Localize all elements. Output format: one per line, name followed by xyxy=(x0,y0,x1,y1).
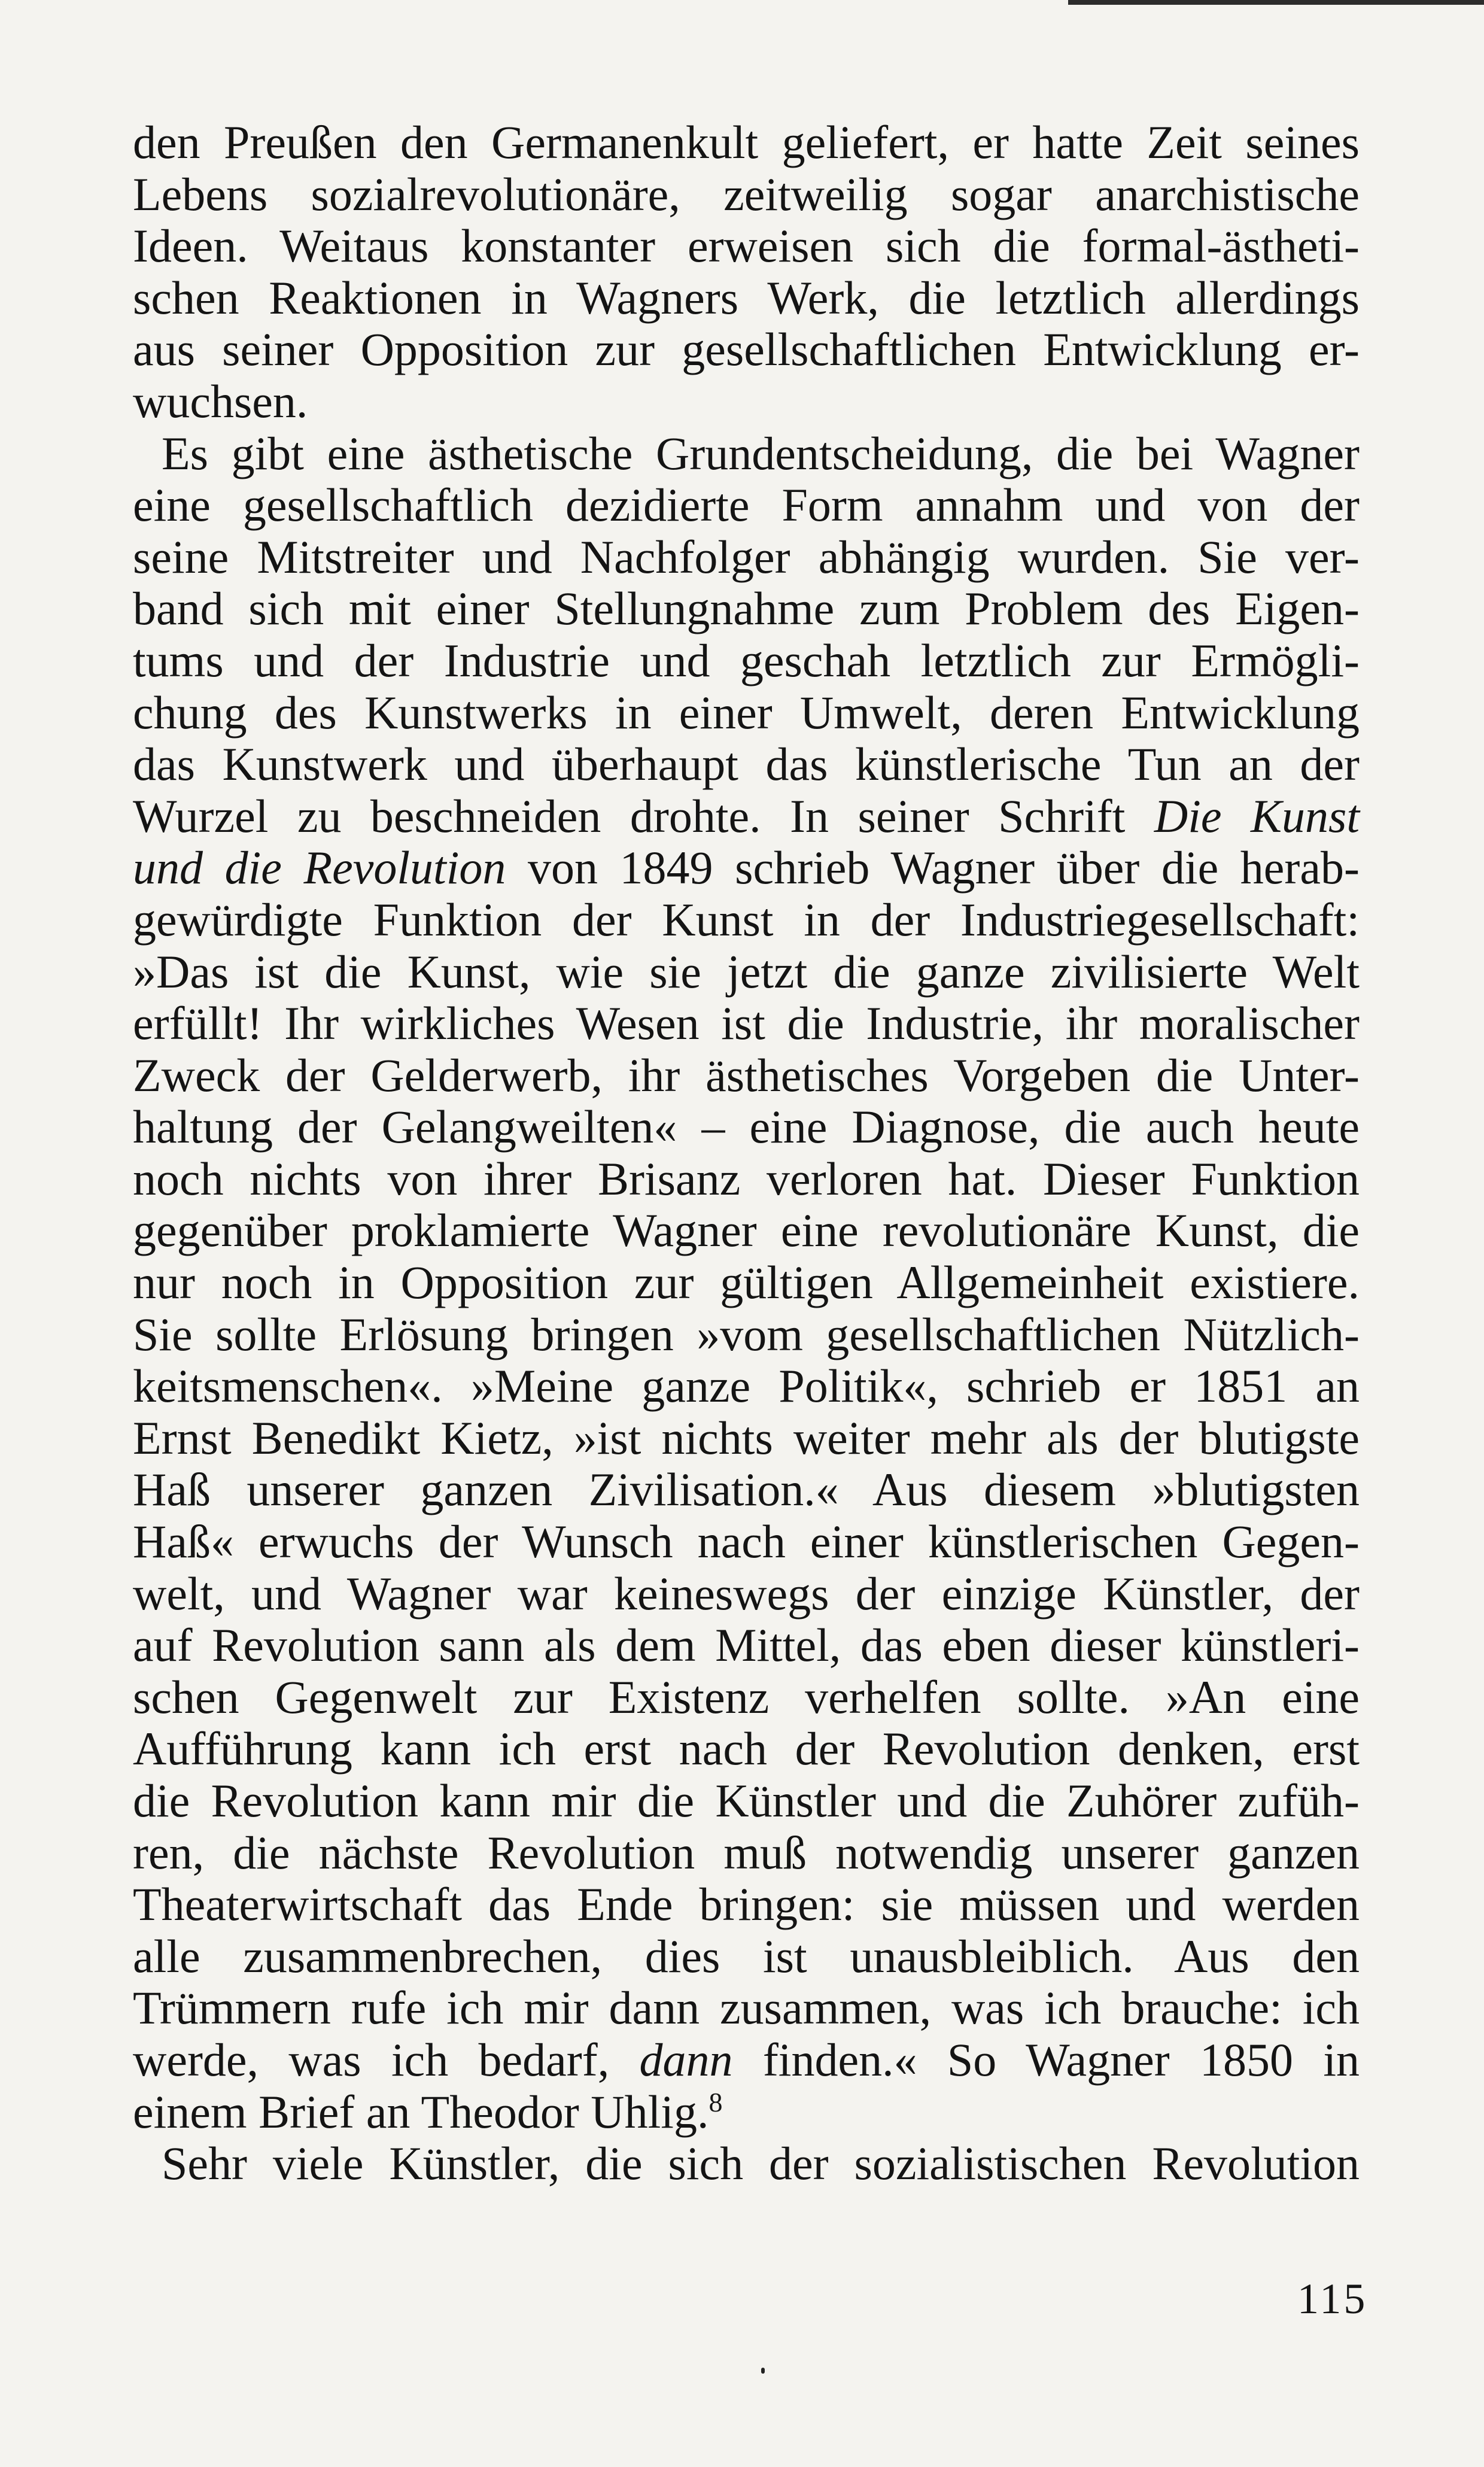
text-line xyxy=(133,2034,1360,2086)
page-number: 115 xyxy=(1297,2275,1368,2323)
text-line: auf Revolution sann als dem Mittel, das eben dieser künstleri- xyxy=(133,1619,1360,1672)
text-line: tums und der Industrie und geschah letztlich zur Ermögli- xyxy=(133,634,1360,686)
text-line: Lebens sozialrevolutionäre, zeitweilig sogar anarchistische xyxy=(133,168,1360,220)
text-line: band sich mit einer Stellungnahme zum Problem des Eigen- xyxy=(133,582,1360,635)
text-run: von 1849 schrieb Wagner über die herab- xyxy=(506,841,1360,894)
text-line: keitsmenschen«. »Meine ganze Politik«, schrieb er 1851 an xyxy=(133,1360,1360,1412)
text-line: Haß« erwuchs der Wunsch nach einer künstlerischen Gegen- xyxy=(133,1515,1360,1568)
book-title-italic: und die Revolution xyxy=(133,841,506,894)
text-line: gegenüber proklamierte Wagner eine revolutionäre Kunst, die xyxy=(133,1204,1360,1257)
text-line: Ideen. Weitaus konstanter erweisen sich die formal-ästheti- xyxy=(133,220,1360,272)
paragraph-start-line: Sehr viele Künstler, die sich der sozialistischen Revolution xyxy=(162,2137,1360,2190)
text-line: Theaterwirtschaft das Ende bringen: sie müssen und werden xyxy=(133,1878,1360,1931)
text-line: den Preußen den Germanenkult geliefert, er hatte Zeit seines xyxy=(133,116,1360,168)
text-line: gewürdigte Funktion der Kunst in der Industriegesellschaft: xyxy=(133,893,1360,946)
text-line: Aufführung kann ich erst nach der Revolution denken, erst xyxy=(133,1722,1360,1775)
text-line: schen Gegenwelt zur Existenz verhelfen sollte. »An eine xyxy=(133,1670,1360,1723)
text-line: alle zusammenbrechen, dies ist unausbleiblich. Aus den xyxy=(133,1930,1360,1982)
text-line: aus seiner Opposition zur gesellschaftlichen Entwicklung er- xyxy=(133,323,1360,376)
text-line: chung des Kunstwerks in einer Umwelt, deren Entwicklung xyxy=(133,686,1360,739)
text-line: seine Mitstreiter und Nachfolger abhängig wurden. Sie ver- xyxy=(133,530,1360,583)
print-speck xyxy=(761,2368,765,2374)
text-line: noch nichts von ihrer Brisanz verloren hat. Dieser Funktion xyxy=(133,1152,1360,1205)
text-line: Zweck der Gelderwerb, ihr ästhetisches Vorgeben die Unter- xyxy=(133,1049,1360,1101)
emphasis-italic: dann xyxy=(639,2033,733,2086)
book-page-text xyxy=(133,117,1360,2190)
book-title-italic: Die Kunst xyxy=(1154,789,1360,842)
text-line: erfüllt! Ihr wirkliches Wesen ist die Industrie, ihr moralischer xyxy=(133,997,1360,1050)
text-line: wuchsen. xyxy=(133,375,308,427)
text-run: werde, was ich bedarf, xyxy=(133,2033,640,2086)
text-line: schen Reaktionen in Wagners Werk, die letztlich allerdings xyxy=(133,271,1360,324)
text-line: ren, die nächste Revolution muß notwendig unserer ganzen xyxy=(133,1826,1360,1879)
text-line: das Kunstwerk und überhaupt das künstlerische Tun an der xyxy=(133,738,1360,791)
text-line xyxy=(133,791,1360,843)
text-line xyxy=(133,2086,1360,2138)
header-rule xyxy=(1068,0,1484,5)
text-run: Wurzel zu beschneiden drohte. In seiner Schrift xyxy=(133,789,1154,842)
paragraph-start-line: Es gibt eine ästhetische Grundentscheidung, die bei Wagner xyxy=(162,427,1360,479)
text-line: welt, und Wagner war keineswegs der einzige Künstler, der xyxy=(133,1567,1360,1620)
text-line: »Das ist die Kunst, wie sie jetzt die ganze zivilisierte Welt xyxy=(133,945,1360,998)
text-line xyxy=(133,842,1360,894)
text-line: haltung der Gelangweilten« – eine Diagnose, die auch heute xyxy=(133,1101,1360,1153)
text-line: Trümmern rufe ich mir dann zusammen, was ich brauche: ich xyxy=(133,1982,1360,2034)
text-line: die Revolution kann mir die Künstler und die Zuhörer zufüh- xyxy=(133,1775,1360,1827)
text-line: Ernst Benedikt Kietz, »ist nichts weiter mehr als der blutigste xyxy=(133,1411,1360,1464)
text-line: Haß unserer ganzen Zivilisation.« Aus diesem »blutigsten xyxy=(133,1463,1360,1516)
text-line: Sie sollte Erlösung bringen »vom gesellschaftlichen Nützlich- xyxy=(133,1308,1360,1360)
text-run: einem Brief an Theodor Uhlig. xyxy=(133,2085,709,2138)
text-line: eine gesellschaftlich dezidierte Form annahm und von der xyxy=(133,479,1360,531)
text-line: nur noch in Opposition zur gültigen Allgemeinheit existiere. xyxy=(133,1256,1360,1309)
text-run: finden.« So Wagner 1850 in xyxy=(732,2033,1360,2086)
footnote-marker: 8 xyxy=(708,2086,723,2117)
